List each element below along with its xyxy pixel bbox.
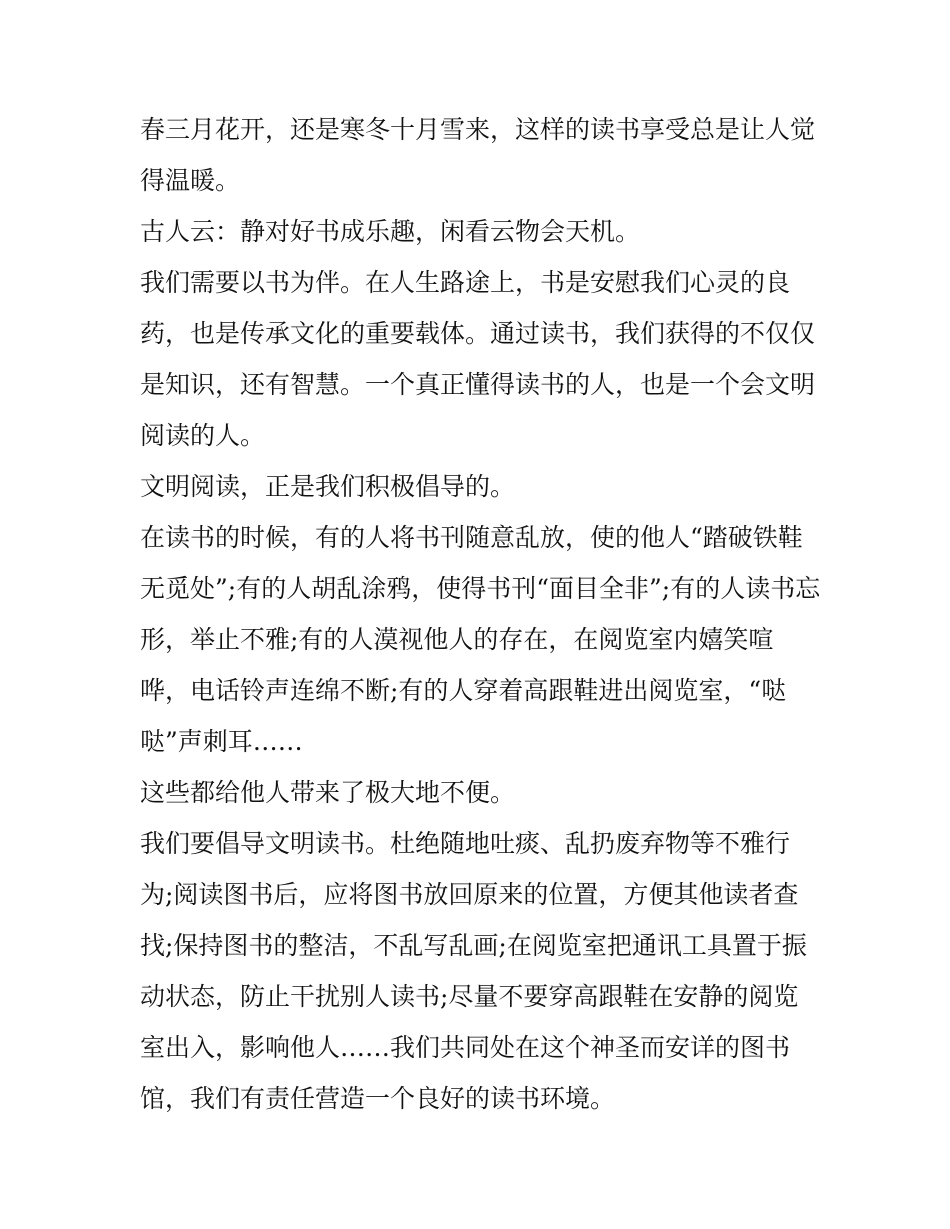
text-line: 是知识，还有智慧。一个真正懂得读书的人，也是一个会文明 — [140, 370, 816, 399]
text-line: 找;保持图书的整洁，不乱写乱画;在阅览室把通讯工具置于振 — [140, 931, 807, 960]
text-line: 古人云：静对好书成乐趣，闲看云物会天机。 — [140, 217, 641, 246]
text-line: 无觅处”;有的人胡乱涂鸦，使得书刊“面目全非”;有的人读书忘 — [140, 574, 821, 603]
text-line: 阅读的人。 — [140, 421, 266, 450]
text-line: 馆，我们有责任营造一个良好的读书环境。 — [140, 1084, 616, 1113]
text-line: 得温暖。 — [140, 166, 241, 195]
text-line: 哗，电话铃声连绵不断;有的人穿着高跟鞋进出阅览室，“哒 — [140, 676, 787, 705]
text-line: 春三月花开，还是寒冬十月雪来，这样的读书享受总是让人觉 — [140, 115, 816, 144]
text-line: 在读书的时候，有的人将书刊随意乱放，使的他人“踏破铁鞋 — [140, 523, 803, 552]
text-line: 我们需要以书为伴。在人生路途上，书是安慰我们心灵的良 — [140, 268, 791, 297]
text-line: 为;阅读图书后，应将图书放回原来的位置，方便其他读者查 — [140, 880, 799, 909]
text-line: 哒”声刺耳…… — [140, 727, 303, 756]
document-body — [140, 104, 830, 1124]
text-line: 室出入，影响他人……我们共同处在这个神圣而安详的图书 — [140, 1033, 791, 1062]
text-line: 文明阅读，正是我们积极倡导的。 — [140, 472, 516, 501]
text-line: 形，举止不雅;有的人漠视他人的存在，在阅览室内嬉笑喧 — [140, 625, 774, 654]
text-line: 药，也是传承文化的重要载体。通过读书，我们获得的不仅仅 — [140, 319, 816, 348]
text-line: 这些都给他人带来了极大地不便。 — [140, 778, 516, 807]
text-line: 动状态，防止干扰别人读书;尽量不要穿高跟鞋在安静的阅览 — [140, 982, 799, 1011]
text-line: 我们要倡导文明读书。杜绝随地吐痰、乱扔废弃物等不雅行 — [140, 829, 791, 858]
